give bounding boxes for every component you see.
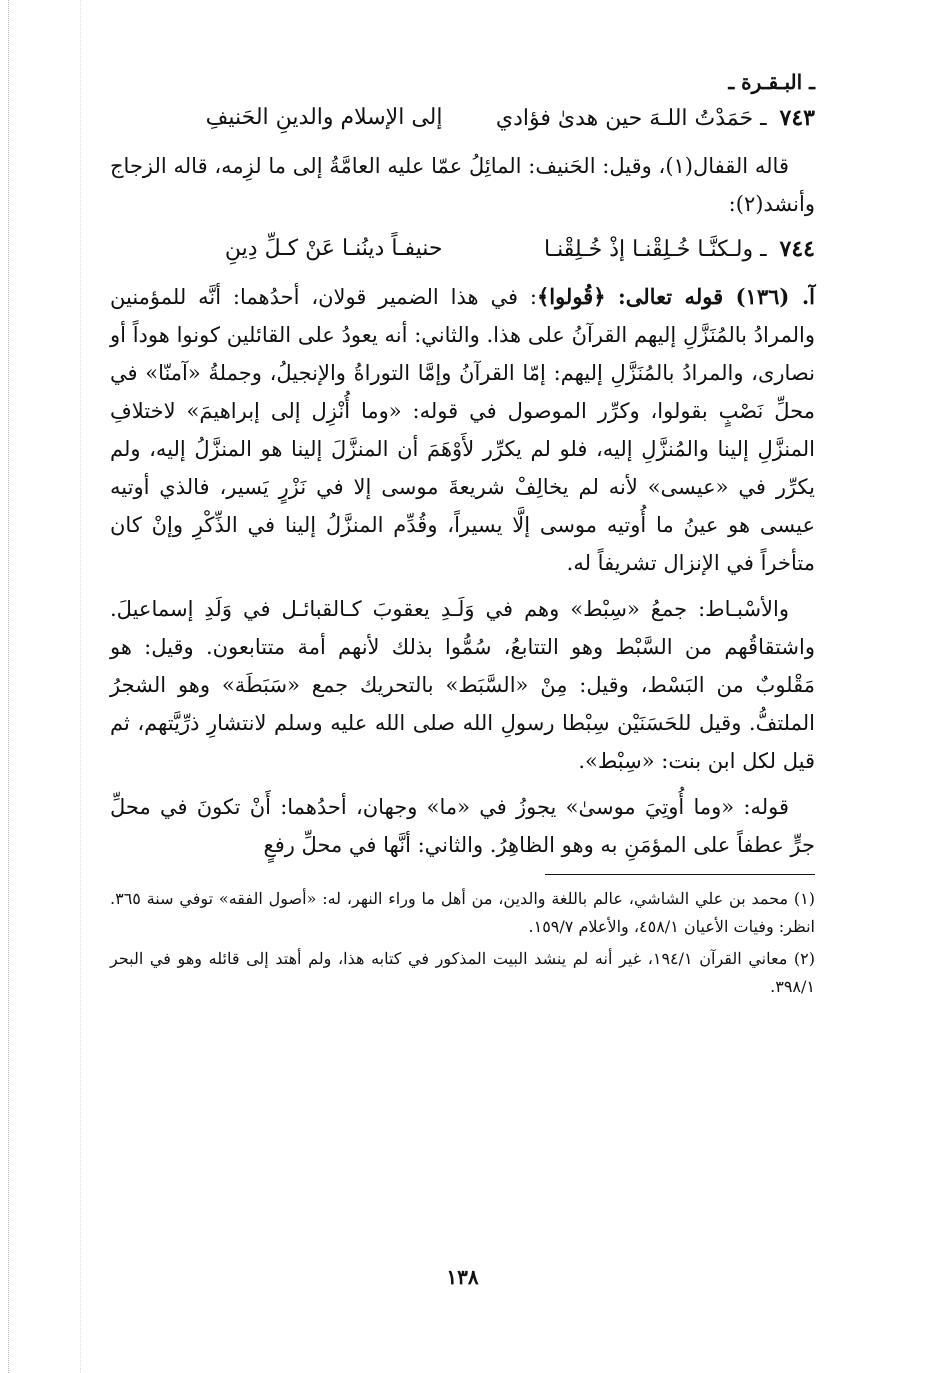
paragraph-hanif-definition: قاله القفال(١)، وقيل: الحَنيف: المائِلُ عمّا عليه العامَّةُ إلى ما لزِمه، قاله الزجاج وأنشد(٢): <box>110 154 815 216</box>
verse-number: ٧٤٣ <box>779 105 815 131</box>
verse-743 <box>110 100 815 137</box>
verse-744 <box>110 231 815 268</box>
footnote-1: (١) محمد بن علي الشاشي، عالم باللغة والدين، من أهل ما وراء النهر، له: «أصول الفقه» توفي سنة ٣٦٥. انظر: وفيات الأعيان ٤٥٨/١، والأعلام ١٥٩/٧. <box>110 889 815 936</box>
aya-commentary: : في هذا الضمير قولان، أحدُهما: أنَّه للمؤمنين والمرادُ بالمُنَزَّلِ إليهم القرآنُ على هذا. والثاني: أنه يعودُ على القائلين كونوا هوداً أو نصارى، والمرادُ بالمُنَزَّلِ إليهم: إمّا القرآنُ وإمَّا التوراةُ والإنجيلُ، وجملةُ «آمنّا» في محلِّ نَصْبٍ بقولوا، وكرِّر الموصول في قوله: «وما أُنْزِل إلى إبراهيمَ» لاختلافِ المنزَّلِ إلينا والمُنزَّلِ إليه، فلو لم يكرِّر لأَوْهَمَ أن المنزَّلَ إلينا هو المنزَّلُ إليه، ولم يكرِّر في «عيسى» لأنه لم يخالِفْ شريعةَ موسى إلا في نَزْرٍ يَسير، فالذي أوتيه عيسى هو عينُ ما أُوتيه موسى إلَّا يسيراً، وقُدِّم المنزَّلُ إلينا في الذِّكْرِ وإنْ كان متأخراً في الإنزال تشريفاً له. <box>110 285 815 575</box>
page-margin-dotted-line <box>8 0 9 1373</box>
verse-743-second-half: إلى الإسلام والدينِ الحَنيفِ <box>205 105 443 130</box>
paragraph-wa-ma-utiya: قوله: «وما أُوتِيَ موسىٰ» يجوزُ في «ما» وجهان، أحدُهما: أَنْ تكونَ في محلِّ جرٍّ عطفاً على المؤمَنِ به وهو الظاهِرُ. والثاني: أنَّها في محلِّ رفعٍ <box>110 795 815 857</box>
paragraph-asbat: والأسْبـاط: جمعُ «سِبْط» وهم في وَلَـدِ يعقوبَ كـالقبائـل في وَلَدِ إسماعيلَ. واشتقاقُهم من السَّبْط وهو التتابعُ، سُمُّوا بذلك لأنهم أمة متتابعون. وقيل: هو مَقْلوبٌ من البَسْط، وقيل: مِنْ «السَّبَط» بالتحريك جمع «سَبَطَة» وهو الشجرُ الملتفُّ. وقيل للحَسَنَيْن سِبْطا رسولِ الله صلى الله عليه وسلم لانتشارِ ذرِّيَّتهم، ثم قيل لكل ابن بنت: «سِبْط». <box>110 597 815 773</box>
footnote-separator <box>545 874 815 875</box>
running-header: ـ البـقـرة ـ <box>728 70 815 94</box>
verse-743-first-half <box>483 100 816 137</box>
verse-number: ٧٤٤ <box>779 236 815 262</box>
footnote-2: (٢) معاني القرآن ١٩٤/١، غير أنه لم ينشد البيت المذكور في كتابه هذا، ولم أهتد إلى قائله وهو في البحر ٣٩٨/١. <box>110 949 815 996</box>
verse-744-second-half: حنيفـاً دينُنـا عَنْ كـلِّ دِينِ <box>224 236 443 261</box>
verse-744-first-half <box>483 231 816 268</box>
verse-text: ـ ولـكنَّـا خُـلِقْنـا إذْ خُـلِقْنـا <box>544 237 767 262</box>
book-page <box>110 70 815 1300</box>
aya-heading: آ. (١٣٦) قوله تعالى: ﴿قُولوا﴾ <box>536 284 815 309</box>
page-margin-dotted-line-inner <box>80 0 81 1373</box>
verse-text: ـ حَمَدْتُ اللـهَ حين هدىٰ فؤادي <box>495 106 767 131</box>
paragraph-aya-136 <box>110 278 815 582</box>
page-number: ١٣٨ <box>446 1265 479 1289</box>
